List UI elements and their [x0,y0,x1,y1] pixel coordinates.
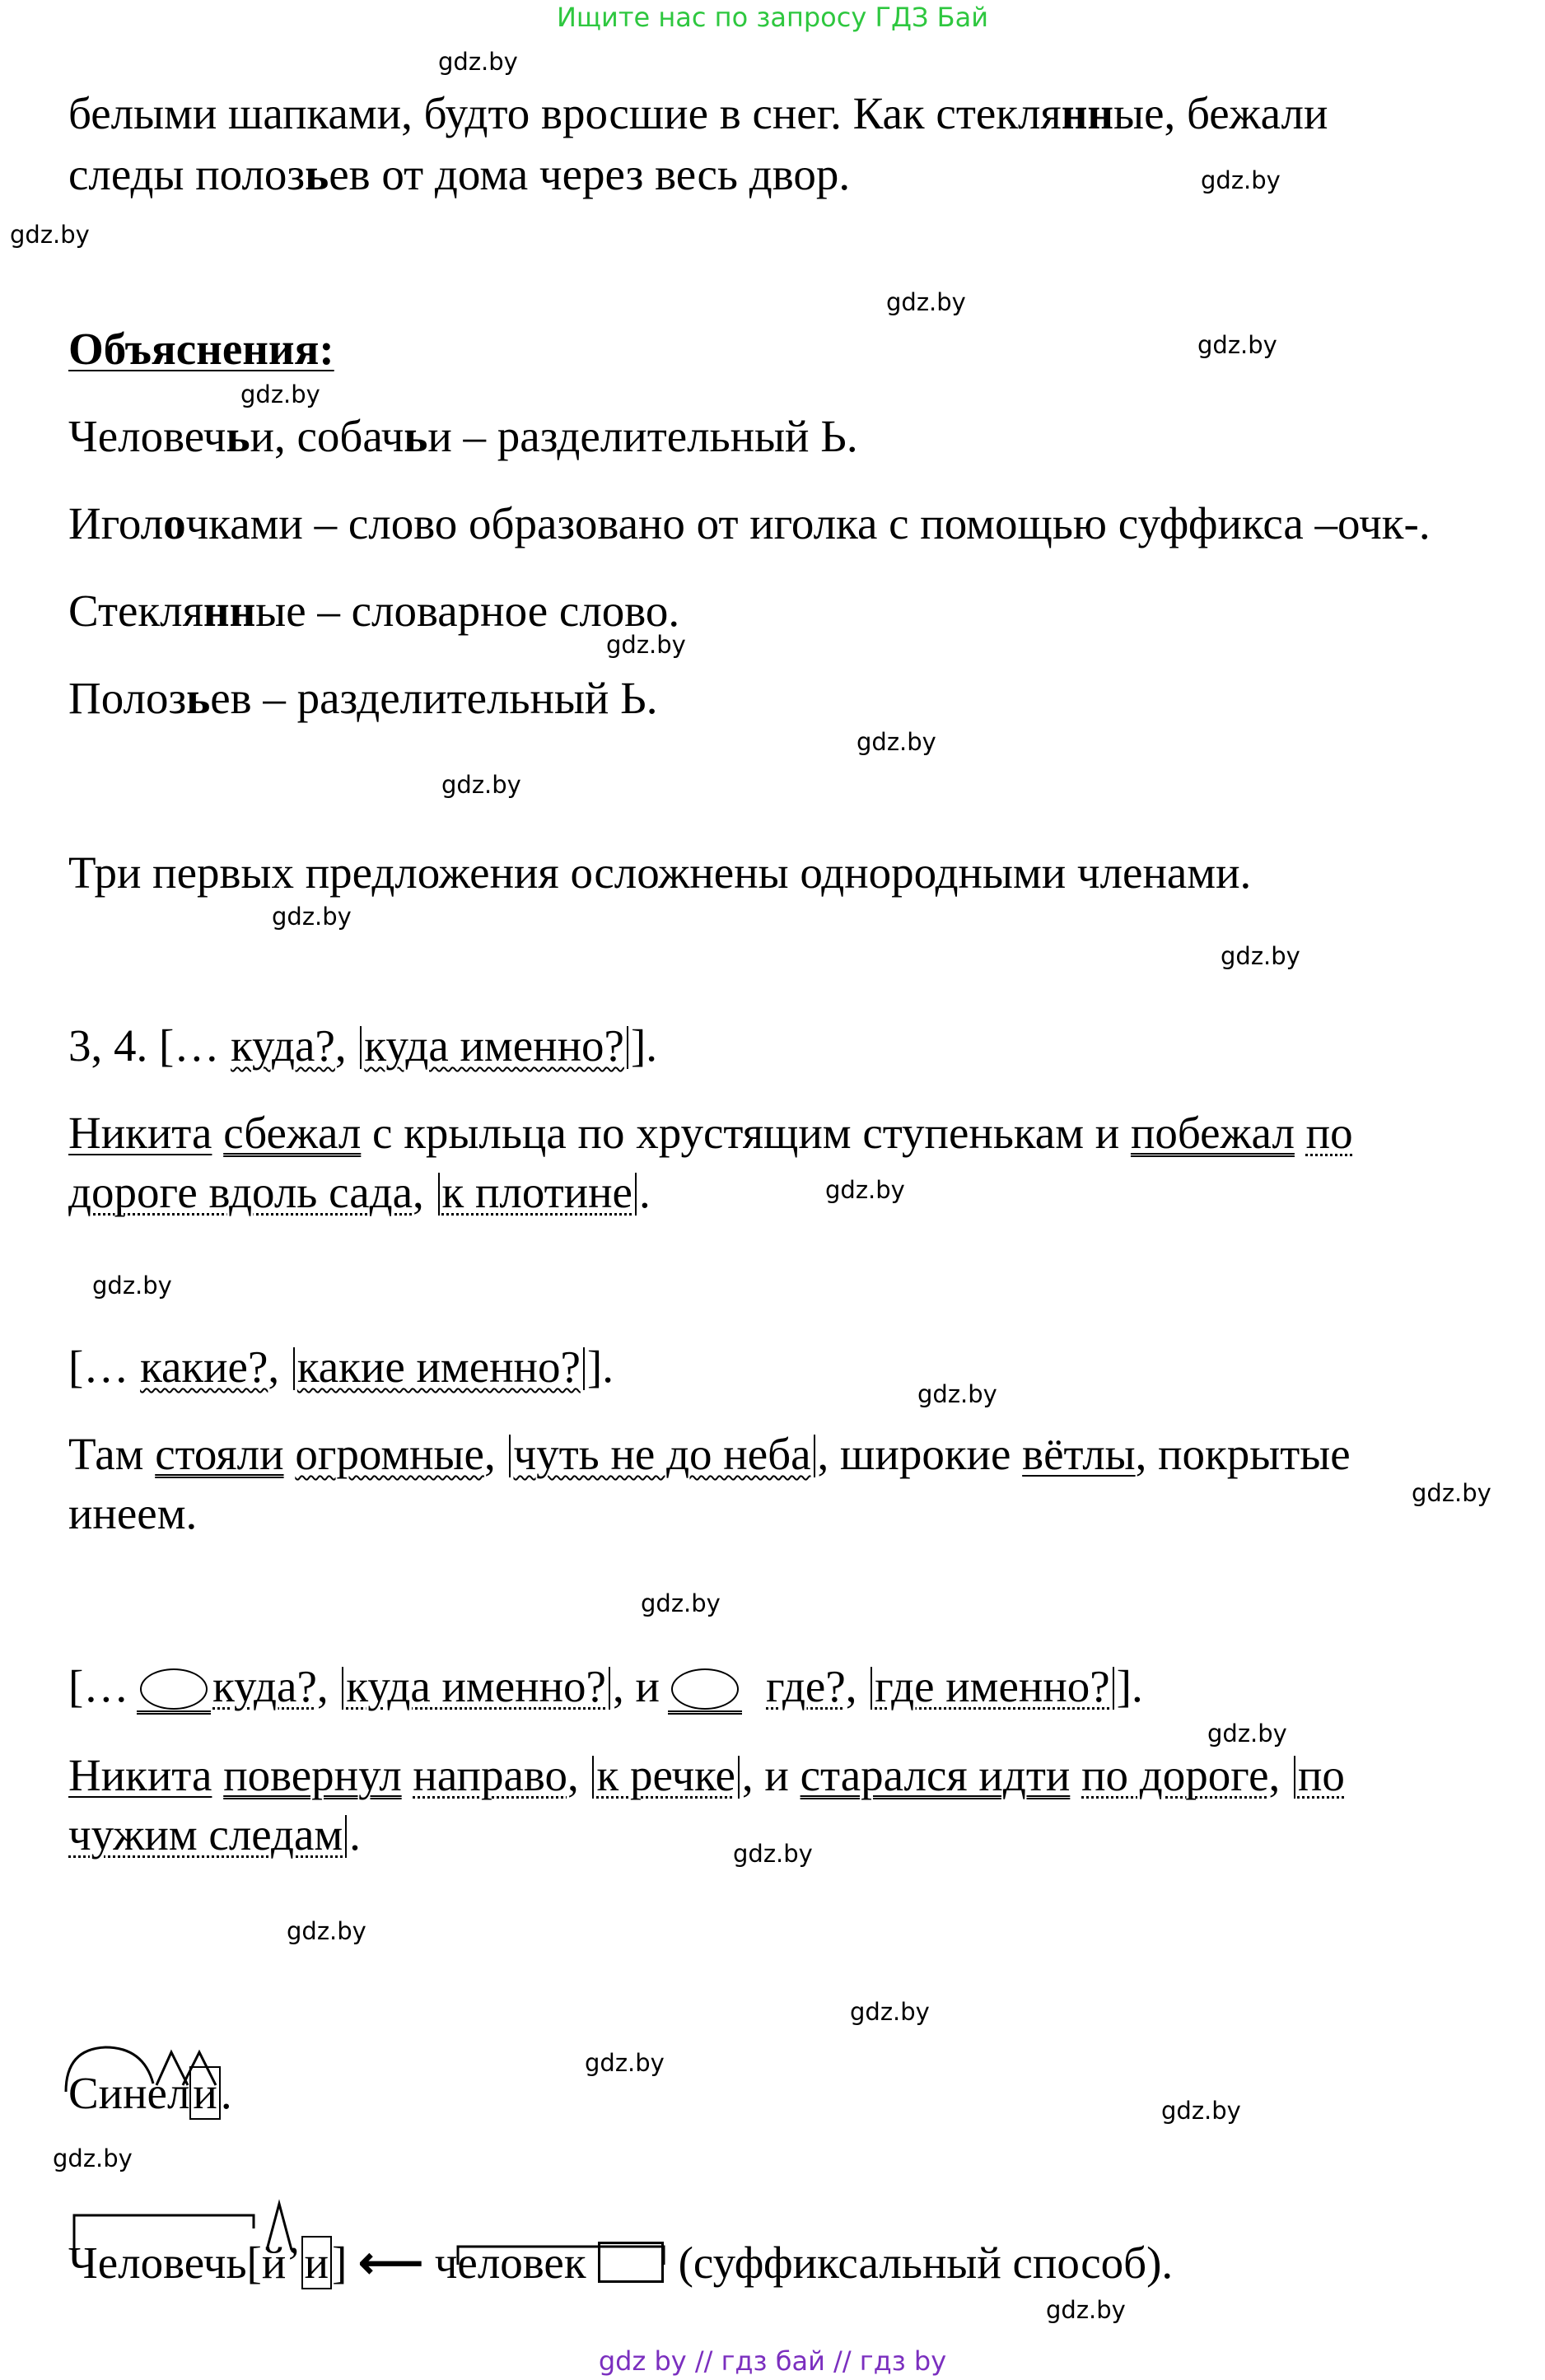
watermark: gdz.by [240,380,320,408]
null-ending-box [598,2242,664,2283]
watermark: gdz.by [1207,1720,1287,1748]
explanation-item: Иголочками – слово образовано от иголка с помощью суффикса –очк-. [68,498,1431,548]
watermark: gdz.by [438,48,518,76]
analyzed-sentence-cont: дороге вдоль сада, к плотине . [68,1167,651,1217]
arrow-left-icon: ⟵ [358,2238,423,2288]
analyzed-sentence: Никита сбежал с крыльца по хрустящим ступенькам и побежал по [68,1108,1353,1158]
text-line-1: белыми шапками, будто вросшие в снег. Как стеклянные, бежали [68,88,1328,138]
watermark: gdz.by [641,1589,721,1617]
sentence-scheme: 3, 4. [… куда?, куда именно? ]. [68,1020,658,1071]
ending-box: и [189,2066,220,2120]
explanation-item: Стеклянные – словарное слово. [68,586,680,636]
watermark: gdz.by [917,1380,997,1408]
text-line-2: следы полозьев от дома через весь двор. [68,149,851,199]
conclusion: Три первых предложения осложнены однородными членами. [68,847,1252,898]
watermark: gdz.by [606,631,686,659]
watermark: gdz.by [1161,2097,1241,2125]
explanation-item: Полозьев – разделительный Ь. [68,673,658,723]
bottom-banner[interactable]: gdz by // гдз бай // гдз by [598,2345,947,2377]
watermark: gdz.by [1221,942,1300,970]
word-formation-line: Человечь[й’и] ⟵ человек (суффиксальный способ). [68,2238,1174,2288]
watermark: gdz.by [53,2144,133,2172]
watermark: gdz.by [850,1998,930,2026]
watermark: gdz.by [857,728,936,756]
watermark: gdz.by [287,1917,366,1945]
ending-box: и [301,2236,332,2289]
analyzed-sentence-cont: инеем. [68,1488,198,1538]
top-banner[interactable]: Ищите нас по запросу ГДЗ Бай [556,2,989,33]
watermark: gdz.by [1197,331,1277,359]
watermark: gdz.by [92,1272,172,1300]
watermark: gdz.by [733,1840,813,1868]
watermark: gdz.by [886,288,966,316]
morpheme-word: Синели. [68,2068,232,2118]
watermark: gdz.by [1412,1479,1491,1507]
sentence-scheme: [… какие?, какие именно? ]. [68,1342,614,1392]
watermark: gdz.by [1046,2296,1126,2324]
watermark: gdz.by [272,903,352,931]
watermark: gdz.by [825,1176,905,1204]
watermark: gdz.by [10,221,90,249]
sentence-scheme: [… куда?, куда именно? , и где?, где именно? ]. [68,1661,1143,1711]
explanation-item: Человечьи, собачьи – разделительный Ь. [68,411,858,461]
analyzed-sentence: Никита повернул направо, к речке , и старался идти по дороге, по [68,1750,1345,1800]
analyzed-sentence: Там стояли огромные, чуть не до неба , широкие вётлы, покрытые [68,1429,1351,1479]
watermark: gdz.by [585,2049,665,2077]
watermark: gdz.by [441,771,521,799]
predicate-circle-icon [671,1668,739,1710]
predicate-circle-icon [140,1668,208,1710]
analyzed-sentence-cont: чужим следам . [68,1809,361,1860]
watermark: gdz.by [1201,166,1281,194]
explanations-heading: Объяснения: [68,324,334,374]
